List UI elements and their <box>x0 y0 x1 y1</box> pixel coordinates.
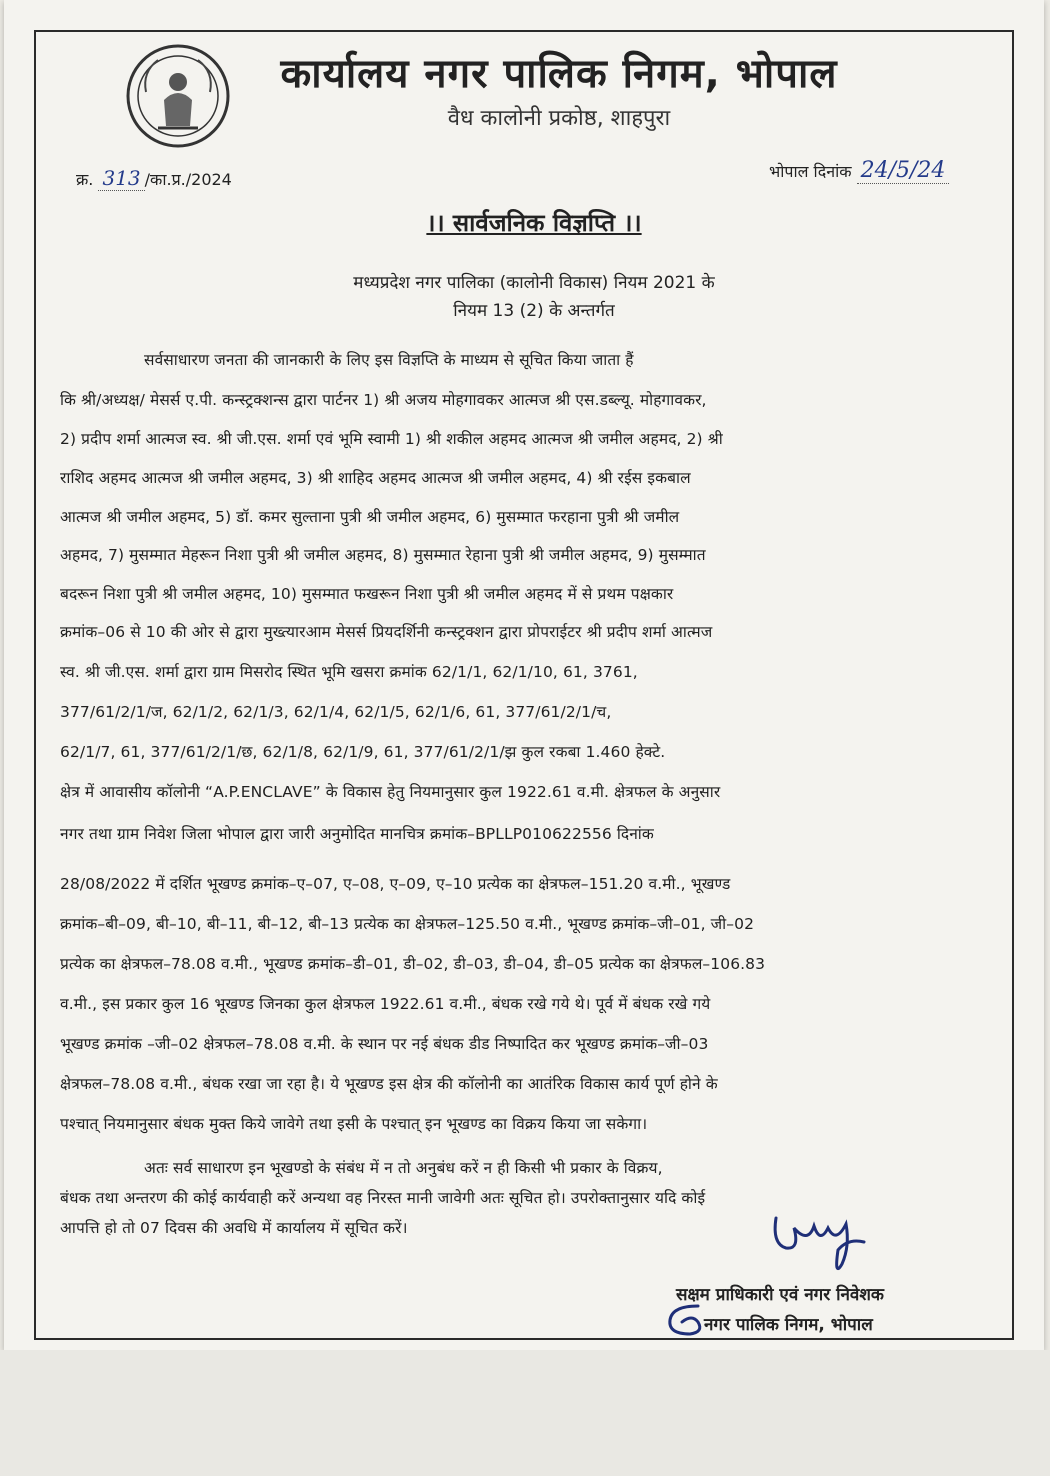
body-line: स्व. श्री जी.एस. शर्मा द्वारा ग्राम मिसरोद स्थित भूमि खसरा क्रमांक 62/1/1, 62/1/10, 61, 3761, <box>60 663 638 681</box>
body-line: 2) प्रदीप शर्मा आत्मज स्व. श्री जी.एस. शर्मा एवं भूमि स्वामी 1) श्री शकील अहमद आत्मज श्री जमील अहमद, 2) श्री <box>60 430 723 448</box>
body-line: प्रत्येक का क्षेत्रफल–78.08 व.मी., भूखण्ड क्रमांक–डी–01, डी–02, डी–03, डी–04, डी–05 प्रत्येक का क्षेत्रफल–106.83 <box>60 955 766 973</box>
body-line: व.मी., इस प्रकार कुल 16 भूखण्ड जिनका कुल क्षेत्रफल 1922.61 व.मी., बंधक रखे गये थे। पूर्व में बंधक रखे गये <box>60 995 711 1013</box>
issue-date <box>769 158 949 184</box>
body-line: राशिद अहमद आत्मज श्री जमील अहमद, 3) श्री शाहिद अहमद आत्मज श्री जमील अहमद, 4) श्री रईस इकबाल <box>60 469 691 487</box>
body-line: नगर तथा ग्राम निवेश जिला भोपाल द्वारा जारी अनुमोदित मानचित्र क्रमांक–BPLLP010622556 दिनांक <box>60 825 654 843</box>
body-line: पश्चात् नियमानुसार बंधक मुक्त किये जावेगे तथा इसी के पश्चात् इन भूखण्ड का विक्रय किया जा सकेगा। <box>60 1115 648 1133</box>
municipal-seal-logo <box>124 42 232 150</box>
body-line: क्षेत्रफल–78.08 व.मी., बंधक रखा जा रहा है। ये भूखण्ड इस क्षेत्र की कॉलोनी का आतंरिक विकास कार्य पूर्ण होने के <box>60 1075 718 1093</box>
body-line: बदरून निशा पुत्री श्री जमील अहमद, 10) मुसम्मात फखरून निशा पुत्री श्री जमील अहमद में से प्रथम पक्षकार <box>60 585 674 603</box>
date-label: भोपाल दिनांक <box>769 162 852 181</box>
rule-reference-line: मध्यप्रदेश नगर पालिका (कालोनी विकास) नियम 2021 के <box>353 273 715 293</box>
authority-office: नगर पालिक निगम, भोपाल <box>704 1315 873 1335</box>
body-line: क्रमांक–बी–09, बी–10, बी–11, बी–12, बी–13 प्रत्येक का क्षेत्रफल–125.50 व.मी., भूखण्ड क्रमांक–जी–01, जी–02 <box>60 915 755 933</box>
reference-prefix: क्र. <box>76 170 94 189</box>
body-line: सर्वसाधारण जनता की जानकारी के लिए इस विज्ञप्ति के माध्यम से सूचित किया जाता हैं <box>144 351 634 369</box>
notice-title: ।। सार्वजनिक विज्ञप्ति ।। <box>426 209 642 237</box>
rule-reference-line: नियम 13 (2) के अन्तर्गत <box>453 301 615 321</box>
office-title: कार्यालय नगर पालिक निगम, भोपाल <box>280 51 838 97</box>
body-line: भूखण्ड क्रमांक –जी–02 क्षेत्रफल–78.08 व.मी. के स्थान पर नई बंधक डीड निष्पादित कर भूखण्ड क्रमांक–जी–03 <box>60 1035 709 1053</box>
reference-suffix: /का.प्र./2024 <box>144 170 232 189</box>
body-line: 28/08/2022 में दर्शित भूखण्ड क्रमांक–ए–07, ए–08, ए–09, ए–10 प्रत्येक का क्षेत्रफल–151.20 व.मी., भूखण्ड <box>60 875 731 893</box>
authority-designation: सक्षम प्राधिकारी एवं नगर निवेशक <box>676 1285 884 1305</box>
body-line: 62/1/7, 61, 377/61/2/1/छ, 62/1/8, 62/1/9, 61, 377/61/2/1/झ कुल रकबा 1.460 हेक्टे. <box>60 743 666 761</box>
document-page <box>4 0 1044 1350</box>
reference-number <box>76 166 232 191</box>
body-line: 377/61/2/1/ज, 62/1/2, 62/1/3, 62/1/4, 62/1/5, 62/1/6, 61, 377/61/2/1/च, <box>60 703 612 721</box>
reference-handwritten-number: 313 <box>98 166 144 191</box>
body-line: आत्मज श्री जमील अहमद, 5) डॉ. कमर सुल्ताना पुत्री श्री जमील अहमद, 6) मुसम्मात फरहाना पुत्री श्री जमील <box>60 508 680 526</box>
body-line: क्रमांक–06 से 10 की ओर से द्वारा मुख्त्यारआम मेसर्स प्रियदर्शिनी कन्स्ट्रक्शन द्वारा प्रोपराईटर श्री प्रदीप शर्मा आत्मज <box>60 623 713 641</box>
background-surface <box>0 1350 1050 1476</box>
closing-line: अतः सर्व साधारण इन भूखण्डो के संबंध में न तो अनुबंध करें न ही किसी भी प्रकार के विक्रय, <box>144 1159 663 1177</box>
handwritten-signature <box>764 1198 874 1278</box>
closing-line: आपत्ति हो तो 07 दिवस की अवधि में कार्यालय में सूचित करें। <box>60 1219 408 1237</box>
office-subtitle: वैध कालोनी प्रकोष्ठ, शाहपुरा <box>447 106 671 131</box>
body-line: क्षेत्र में आवासीय कॉलोनी “A.P.ENCLAVE” के विकास हेतु नियमानुसार कुल 1922.61 व.मी. क्षेत्रफल के अनुसार <box>60 783 721 801</box>
closing-line: बंधक तथा अन्तरण की कोई कार्यवाही करें अन्यथा वह निरस्त मानी जावेगी अतः सूचित हो। उपरोक्तानुसार यदि कोई <box>60 1189 706 1207</box>
body-line: कि श्री/अध्यक्ष/ मेसर्स ए.पी. कन्स्ट्रक्शन्स द्वारा पार्टनर 1) श्री अजय मोहगावकर आत्मज श्री एस.डब्ल्यू. मोहगावकर, <box>60 391 707 409</box>
body-line: अहमद, 7) मुसम्मात मेहरून निशा पुत्री श्री जमील अहमद, 8) मुसम्मात रेहाना पुत्री श्री जमील अहमद, 9) मुसम्मात <box>60 546 706 564</box>
date-handwritten-value: 24/5/24 <box>857 158 950 184</box>
